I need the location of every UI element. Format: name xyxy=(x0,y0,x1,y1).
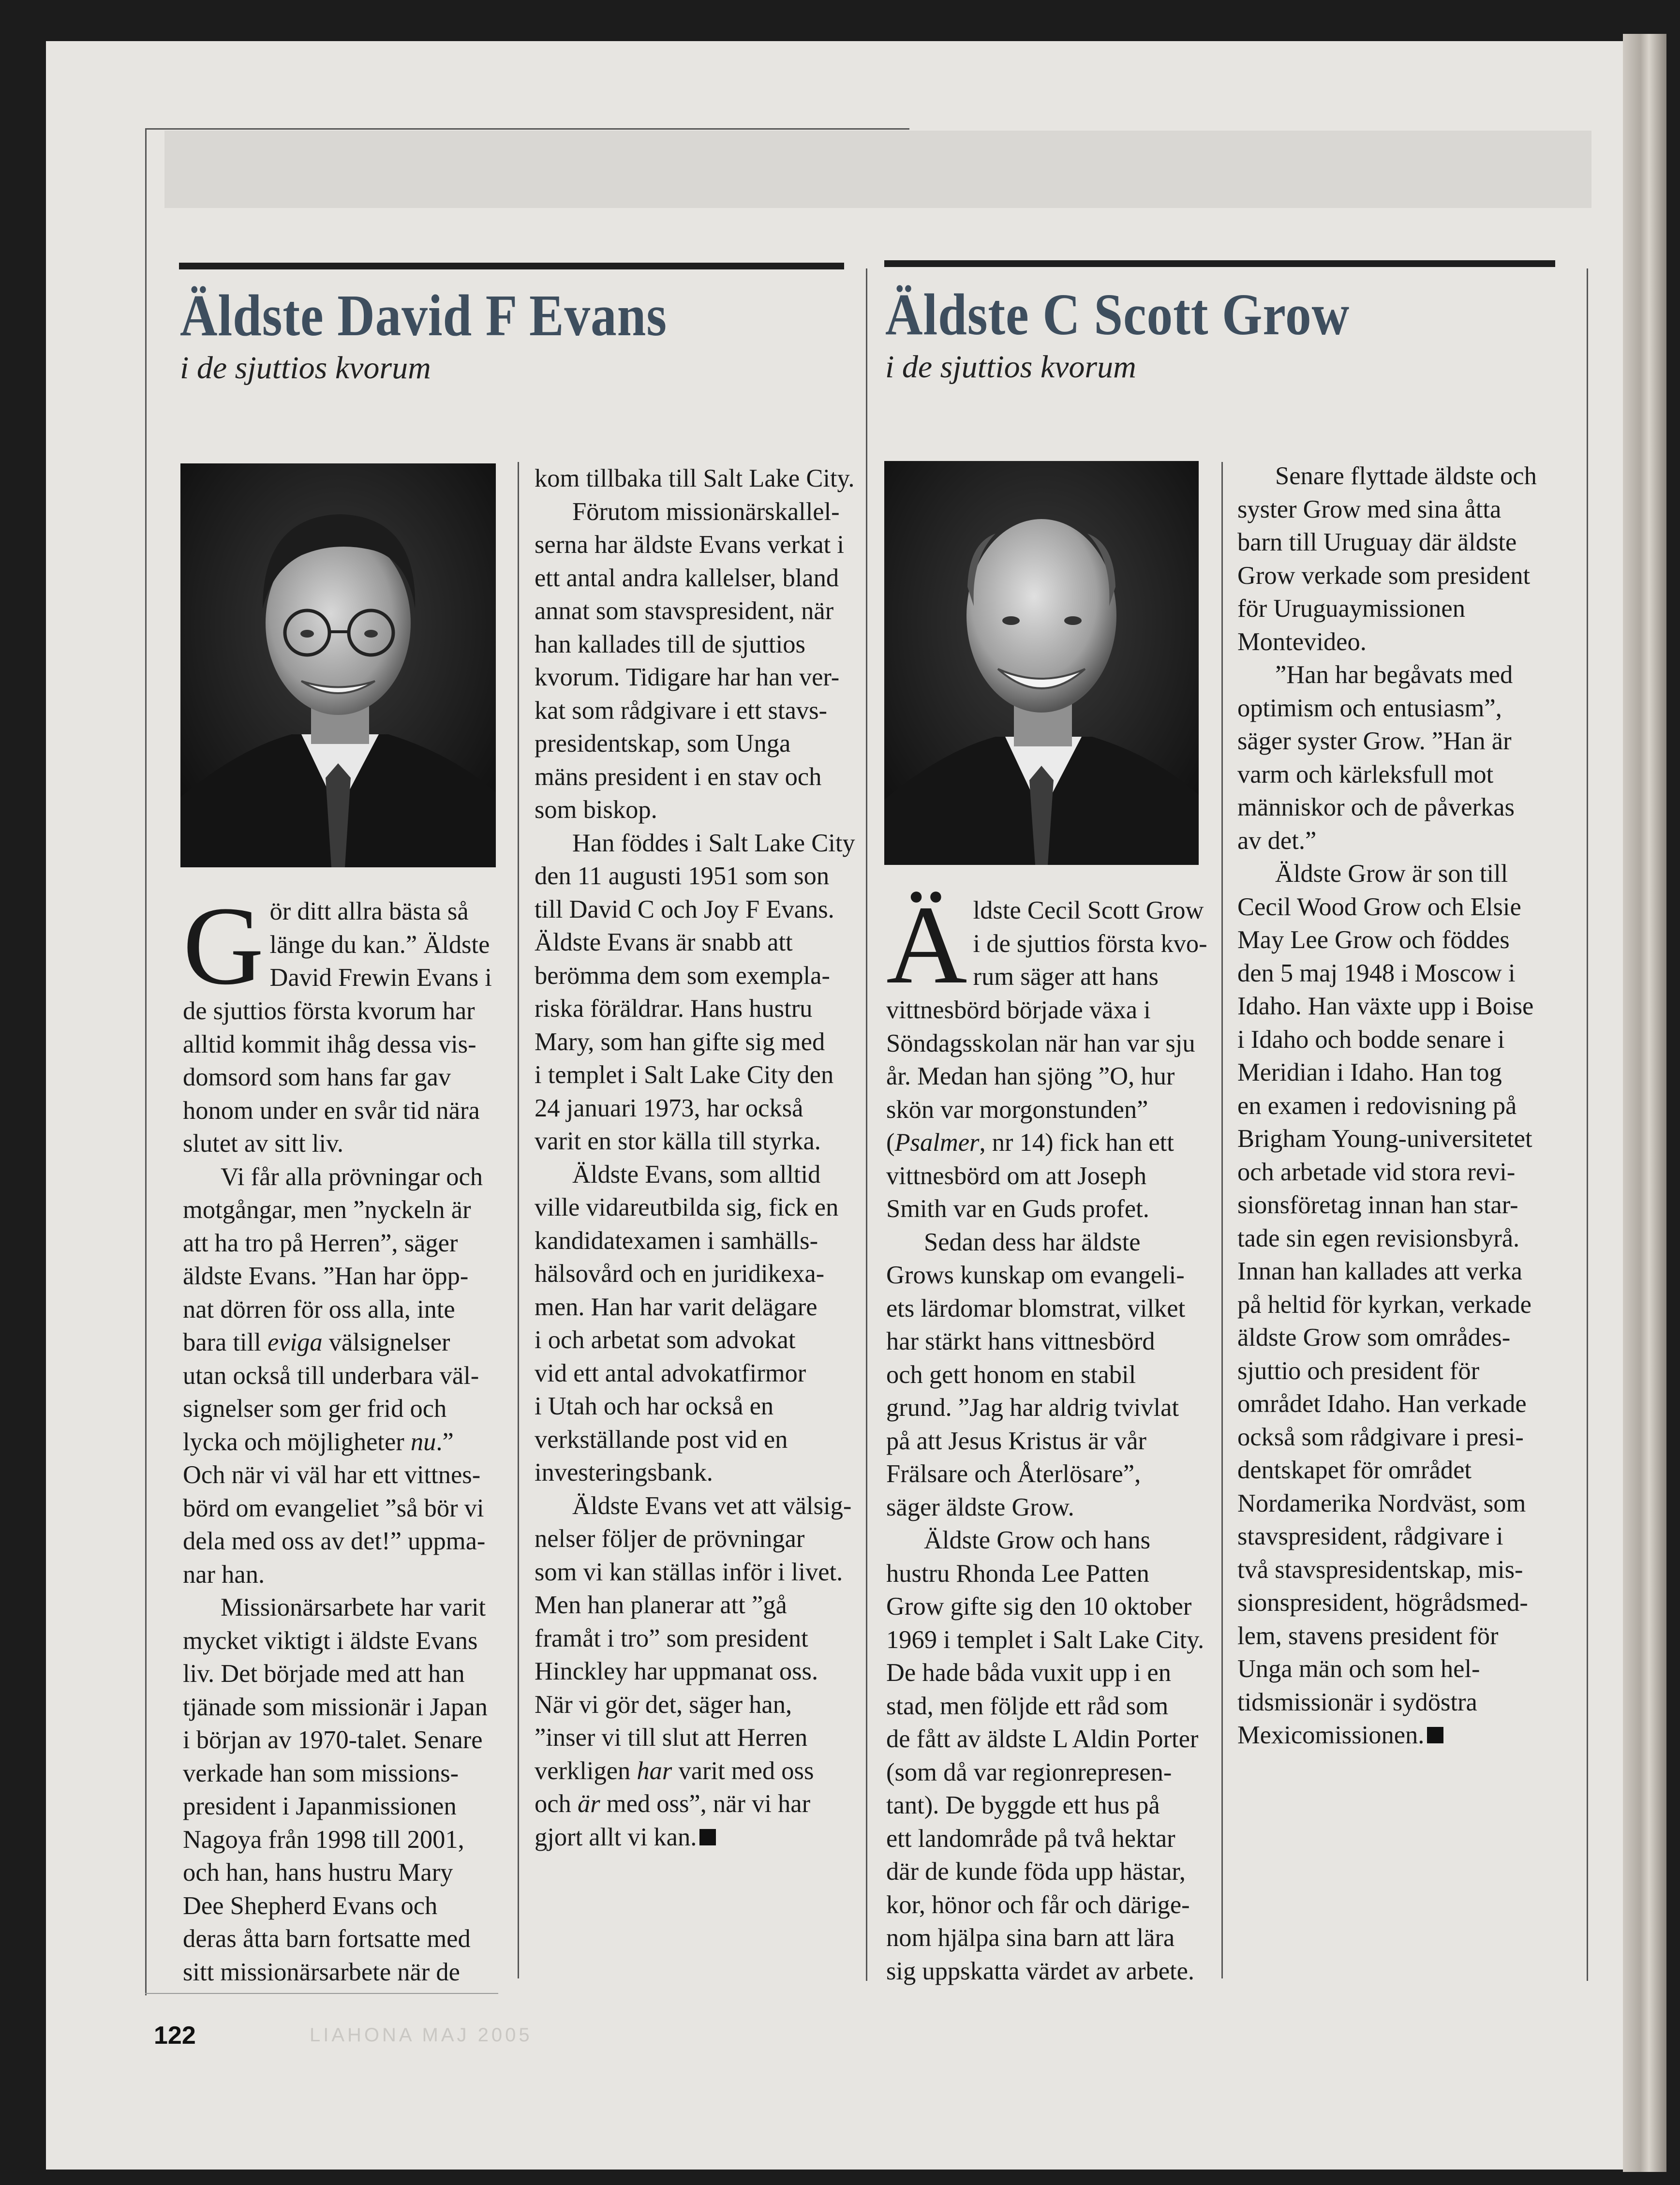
text-line: varm och kärleksfull mot xyxy=(1237,760,1494,788)
text-line: har stärkt hans vittnesbörd xyxy=(886,1327,1155,1355)
text-line: utan också till underbara väl- xyxy=(183,1361,479,1390)
text-line: på heltid för kyrkan, verkade xyxy=(1237,1290,1531,1319)
text-line: ör ditt allra bästa så xyxy=(269,897,469,925)
text-line: May Lee Grow och föddes xyxy=(1237,926,1510,954)
end-of-article-mark xyxy=(1427,1727,1443,1743)
text-line: ( xyxy=(886,1129,895,1157)
text-line: kat som rådgivare i ett stavs- xyxy=(535,696,828,725)
text-line: och han, hans hustru Mary xyxy=(183,1858,453,1887)
text-line: ldste Cecil Scott Grow xyxy=(973,896,1204,924)
text-line: skön var morgonstunden” xyxy=(886,1095,1148,1124)
text-line: och arbetade vid stora revi- xyxy=(1237,1158,1516,1186)
text-line: mycket viktigt i äldste Evans xyxy=(183,1626,478,1655)
text-line: en examen i redovisning på xyxy=(1237,1091,1517,1120)
text-line: Brigham Young-universitetet xyxy=(1237,1125,1532,1153)
text-line: tade sin egen revisionsbyrå. xyxy=(1237,1224,1520,1252)
text-line: alltid kommit ihåg dessa vis- xyxy=(183,1030,476,1058)
text-line: president i Japanmissionen xyxy=(183,1792,457,1820)
text-line: tjänade som missionär i Japan xyxy=(183,1693,488,1721)
left-frame-line xyxy=(145,128,147,1995)
center-divider xyxy=(866,268,867,1981)
text-line: barn till Uruguay där äldste xyxy=(1237,528,1517,556)
text-line: kom tillbaka till Salt Lake City. xyxy=(535,464,855,492)
text-line: annat som stavspresident, när xyxy=(535,597,834,625)
text-line: nelser följer de prövningar xyxy=(535,1525,805,1553)
text-line: Men han planerar att ”gå xyxy=(535,1591,787,1619)
text-line: i de sjuttios första kvo- xyxy=(973,929,1207,958)
text-line: Senare flyttade äldste och xyxy=(1275,462,1537,490)
text-line: och gett honom en stabil xyxy=(886,1360,1136,1389)
page-spine xyxy=(1623,34,1666,2172)
text-line: Grow gifte sig den 10 oktober xyxy=(886,1592,1192,1620)
text-line: dentskapet för området xyxy=(1237,1456,1472,1484)
text-line: som vi kan ställas inför i livet. xyxy=(535,1558,843,1586)
text-line: Frälsare och Återlösare”, xyxy=(886,1460,1141,1488)
text-line: Vi får alla prövningar och xyxy=(221,1162,483,1191)
text-line: När vi gör det, säger han, xyxy=(535,1690,792,1719)
top-frame-line xyxy=(145,128,909,130)
text-line: serna har äldste Evans verkat i xyxy=(535,531,844,559)
text-line: Mary, som han gifte sig med xyxy=(535,1027,825,1056)
left-article-title: Äldste David F Evans xyxy=(180,283,667,348)
text-line: säger äldste Grow. xyxy=(886,1493,1074,1521)
text-line: Mexicomissionen. xyxy=(1237,1721,1425,1749)
text-line: Hinckley har uppmanat oss. xyxy=(535,1657,818,1685)
text-line: till David C och Joy F Evans. xyxy=(535,895,834,923)
right-article-subtitle: i de sjuttios kvorum xyxy=(885,349,1136,385)
text-line: De hade båda vuxit upp i en xyxy=(886,1659,1171,1687)
text-line: vittnesbörd började växa i xyxy=(886,996,1151,1024)
text-line: den 5 maj 1948 i Moscow i xyxy=(1237,959,1516,987)
text-line: ”Han har begåvats med xyxy=(1275,661,1513,689)
text-line: rum säger att hans xyxy=(973,963,1159,991)
text-line: Nagoya från 1998 till 2001, xyxy=(183,1825,464,1854)
text-line: Sedan dess har äldste xyxy=(924,1228,1141,1256)
text-line: två stavspresidentskap, mis- xyxy=(1237,1555,1523,1584)
text-line: men. Han har varit delägare xyxy=(535,1293,818,1321)
text-line: Söndagsskolan när han var sju xyxy=(886,1029,1195,1057)
text-line: de sjuttios första kvorum har xyxy=(183,997,475,1025)
text-line: Nordamerika Nordväst, som xyxy=(1237,1489,1526,1517)
text-line: Äldste Evans är snabb att xyxy=(535,928,793,956)
text-line: börd om evangeliet ”så bör vi xyxy=(183,1494,484,1522)
text-line: Unga män och som hel- xyxy=(1237,1655,1480,1683)
text-line: kandidatexamen i samhälls- xyxy=(535,1226,818,1255)
text-line: domsord som hans far gav xyxy=(183,1063,451,1091)
text-line: stad, men följde ett råd som xyxy=(886,1692,1169,1720)
text-line: tant). De byggde ett hus på xyxy=(886,1791,1160,1819)
text-line: optimism och entusiasm”, xyxy=(1237,694,1502,722)
text-line: ”inser vi till slut att Herren xyxy=(535,1724,808,1752)
text-line: Han föddes i Salt Lake City xyxy=(572,829,855,857)
text-line: verkade han som missions- xyxy=(183,1759,459,1787)
text-line: säger syster Grow. ”Han är xyxy=(1237,727,1512,755)
text-line: i Utah och har också en xyxy=(535,1392,774,1420)
text-line: också som rådgivare i presi- xyxy=(1237,1423,1524,1451)
text-line: han kallades till de sjuttios xyxy=(535,630,805,658)
text-line: ets lärdomar blomstrat, vilket xyxy=(886,1294,1186,1323)
text-line: , nr 14) fick han ett xyxy=(979,1129,1174,1157)
text-line: ett antal andra kallelser, bland xyxy=(535,564,839,592)
text-line: 24 januari 1973, har också xyxy=(535,1094,803,1122)
left-article-column-1 xyxy=(183,884,492,1989)
text-line: stavspresident, rådgivare i xyxy=(1237,1522,1503,1550)
text-line: i Idaho och bodde senare i xyxy=(1237,1025,1505,1054)
right-article-column-2 xyxy=(1237,460,1537,1752)
text-line: ville vidareutbilda sig, fick en xyxy=(535,1193,839,1221)
italic-word: har xyxy=(637,1756,672,1785)
text-line: där de kunde föda upp hästar, xyxy=(886,1858,1186,1886)
text-line: kor, hönor och får och därige- xyxy=(886,1890,1190,1919)
text-line: Missionärsarbete har varit xyxy=(221,1593,486,1621)
text-line: hustru Rhonda Lee Patten xyxy=(886,1559,1149,1588)
left-article-subtitle: i de sjuttios kvorum xyxy=(180,350,431,386)
text-line: i templet i Salt Lake City den xyxy=(535,1061,834,1089)
text-line: kvorum. Tidigare har han ver- xyxy=(535,663,840,691)
text-line: äldste Grow som områdes- xyxy=(1237,1323,1511,1352)
left-article-column-2 xyxy=(535,462,855,1854)
text-line: som biskop. xyxy=(535,796,657,824)
text-line: Och när vi väl har ett vittnes- xyxy=(183,1461,481,1489)
text-line: presidentskap, som Unga xyxy=(535,729,791,758)
text-line: varit med oss xyxy=(672,1756,814,1785)
text-line: deras åtta barn fortsatte med xyxy=(183,1925,471,1953)
text-line: vid ett antal advokatfirmor xyxy=(535,1359,806,1387)
portrait-photo-evans xyxy=(180,463,496,867)
text-line: honom under en svår tid nära xyxy=(183,1096,480,1125)
text-line: Cecil Wood Grow och Elsie xyxy=(1237,892,1521,921)
text-line: riska föräldrar. Hans hustru xyxy=(535,995,813,1023)
bleed-through-band xyxy=(164,131,1591,208)
italic-word: nu xyxy=(410,1427,436,1456)
text-line: att ha tro på Herren”, säger xyxy=(183,1229,458,1257)
text-line: sjuttio och president för xyxy=(1237,1356,1480,1385)
text-line: Äldste Grow är son till xyxy=(1275,860,1508,888)
text-line: lem, stavens president för xyxy=(1237,1621,1499,1650)
text-line: de fått av äldste L Aldin Porter xyxy=(886,1725,1199,1753)
dropcap-letter: Ä xyxy=(886,883,967,1007)
text-line: sitt missionärsarbete när de xyxy=(183,1958,460,1986)
left-column-divider xyxy=(518,462,519,1978)
text-line: verkställande post vid en xyxy=(535,1425,788,1454)
text-line: den 11 augusti 1951 som son xyxy=(535,862,830,890)
italic-word: är xyxy=(577,1790,600,1818)
text-line: Idaho. Han växte upp i Boise xyxy=(1237,992,1534,1020)
text-line: lycka och möjligheter xyxy=(183,1427,411,1456)
text-line: med oss”, när vi har xyxy=(600,1790,811,1818)
text-line: äldste Evans. ”Han har öpp- xyxy=(183,1262,469,1290)
text-line: Grows kunskap om evangeli- xyxy=(886,1261,1185,1289)
text-line: nom hjälpa sina barn att lära xyxy=(886,1924,1175,1952)
text-line: sionspresident, högrådsmed- xyxy=(1237,1589,1528,1617)
text-line: Innan han kallades att verka xyxy=(1237,1257,1522,1285)
text-line: området Idaho. Han verkade xyxy=(1237,1390,1527,1418)
text-line: verkligen xyxy=(535,1756,637,1785)
text-line: slutet av sitt liv. xyxy=(183,1130,343,1158)
text-line: hälsovård och en juridikexa- xyxy=(535,1260,825,1288)
italic-word: eviga xyxy=(267,1328,323,1356)
left-title-rule xyxy=(179,263,844,269)
text-line: välsignelser xyxy=(322,1328,450,1356)
text-line: tidsmissionär i sydöstra xyxy=(1237,1688,1477,1716)
bleed-through-footer: LIAHONA MAJ 2005 xyxy=(310,2024,533,2046)
text-line: Äldste Evans vet att välsig- xyxy=(572,1491,852,1520)
text-line: av det.” xyxy=(1237,826,1317,855)
text-line: och xyxy=(535,1790,578,1818)
text-line: 1969 i templet i Salt Lake City. xyxy=(886,1625,1204,1654)
text-line: motgångar, men ”nyckeln är xyxy=(183,1196,471,1224)
text-line: i början av 1970-talet. Senare xyxy=(183,1726,483,1754)
text-line: vittnesbörd om att Joseph xyxy=(886,1161,1147,1190)
text-line: nar han. xyxy=(183,1560,265,1589)
text-line: Grow verkade som president xyxy=(1237,561,1531,590)
text-line: investeringsbank. xyxy=(535,1458,713,1486)
text-line: för Uruguaymissionen xyxy=(1237,595,1465,623)
portrait-photo-grow xyxy=(884,461,1199,865)
text-line: ett landområde på två hektar xyxy=(886,1824,1175,1853)
text-line: Meridian i Idaho. Han tog xyxy=(1237,1058,1502,1086)
text-line: människor och de påverkas xyxy=(1237,793,1515,821)
text-line: (som då var regionrepresen- xyxy=(886,1758,1172,1786)
right-title-rule xyxy=(884,260,1555,267)
end-of-article-mark xyxy=(699,1829,716,1845)
text-line: signelser som ger frid och xyxy=(183,1395,447,1423)
text-line: mäns president i en stav och xyxy=(535,762,822,791)
text-line: .” xyxy=(436,1427,454,1456)
text-line: Smith var en Guds profet. xyxy=(886,1195,1149,1223)
text-line: syster Grow med sina åtta xyxy=(1237,495,1502,523)
text-line: grund. ”Jag har aldrig tvivlat xyxy=(886,1394,1179,1422)
text-line: länge du kan.” Äldste xyxy=(269,930,490,959)
text-line: sionsföretag innan han star- xyxy=(1237,1191,1518,1219)
text-line: Förutom missionärskallel- xyxy=(572,497,840,526)
text-line: berömma dem som exempla- xyxy=(535,961,830,990)
text-line: nat dörren för oss alla, inte xyxy=(183,1295,455,1323)
right-column-divider xyxy=(1221,462,1223,1978)
text-line: framåt i tro” som president xyxy=(535,1624,808,1652)
text-line: Äldste Evans, som alltid xyxy=(572,1160,821,1189)
text-line: David Frewin Evans i xyxy=(269,964,492,992)
italic-word: Psalmer xyxy=(894,1129,980,1157)
right-article-column-1 xyxy=(886,883,1207,1988)
dropcap-letter: G xyxy=(183,884,264,1008)
footer-rule xyxy=(145,1993,498,1994)
text-line: dela med oss av det!” uppma- xyxy=(183,1527,486,1555)
right-frame-line xyxy=(1587,268,1588,1981)
text-line: Äldste Grow och hans xyxy=(924,1526,1151,1554)
text-line: i och arbetat som advokat xyxy=(535,1326,796,1354)
text-line: bara till xyxy=(183,1328,268,1356)
text-line: varit en stor källa till styrka. xyxy=(535,1127,821,1155)
text-line: sig uppskatta värdet av arbete. xyxy=(886,1957,1195,1985)
text-line: gjort allt vi kan. xyxy=(535,1823,697,1851)
page-number: 122 xyxy=(154,2021,196,2050)
text-line: Dee Shepherd Evans och xyxy=(183,1891,438,1920)
text-line: år. Medan han sjöng ”O, hur xyxy=(886,1062,1175,1090)
text-line: på att Jesus Kristus är vår xyxy=(886,1427,1146,1455)
text-line: Montevideo. xyxy=(1237,627,1367,656)
text-line: liv. Det började med att han xyxy=(183,1660,465,1688)
right-article-title: Äldste C Scott Grow xyxy=(885,282,1350,347)
